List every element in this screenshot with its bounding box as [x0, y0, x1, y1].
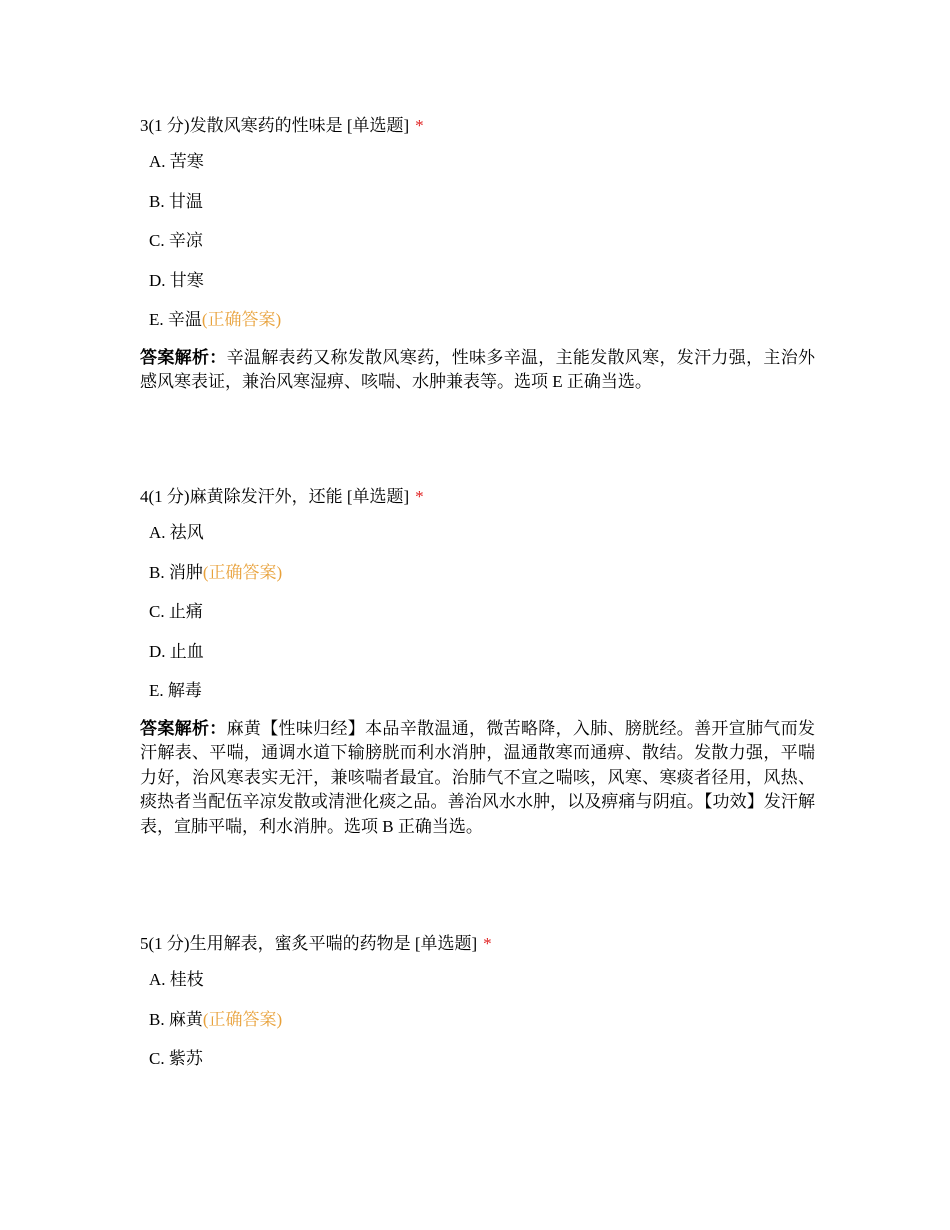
option-text: A. 苦寒: [149, 152, 204, 171]
option-d: [140, 270, 820, 292]
required-star: *: [483, 934, 492, 953]
question-title: [140, 486, 820, 508]
question-title-text: 3(1 分)发散风寒药的性味是 [单选题]: [140, 116, 410, 135]
question-title: [140, 933, 820, 955]
question-4: [140, 486, 820, 839]
option-a: [140, 151, 820, 173]
option-text: C. 紫苏: [149, 1049, 203, 1068]
option-c: [140, 230, 820, 252]
option-c: [140, 1048, 820, 1070]
option-text: B. 麻黄: [149, 1009, 203, 1029]
answer-analysis: [140, 346, 815, 395]
option-d: [140, 641, 820, 663]
question-title: [140, 115, 820, 137]
option-e: [140, 680, 820, 702]
option-text: B. 消肿: [149, 562, 203, 582]
option-text: C. 辛凉: [149, 231, 203, 250]
option-text: C. 止痛: [149, 602, 203, 621]
analysis-text: 辛温解表药又称发散风寒药，性味多辛温，主能发散风寒，发汗力强，主治外感风寒表证，兼治风寒湿痹、咳喘、水肿兼表等。选项 E 正确当选。: [140, 347, 816, 391]
answer-analysis: [140, 717, 815, 840]
analysis-text: 麻黄【性味归经】本品辛散温通，微苦略降，入肺、膀胱经。善开宣肺气而发汗解表、平喘，通调水道下输膀胱而利水消肿，温通散寒而通痹、散结。发散力强，平喘力好，治风寒表实无汗，兼咳喘者最宜。治肺气不宣之喘咳，风寒、寒痰者径用，风热、痰热者当配伍辛凉发散或清泄化痰之品。善治风水水肿，以及痹痛与阴疽。【功效】发汗解表，宣肺平喘，利水消肿。选项 B 正确当选。: [140, 718, 816, 836]
option-text: A. 祛风: [149, 523, 204, 542]
correct-answer-label: (正确答案): [201, 310, 282, 329]
option-text: E. 辛温: [149, 310, 202, 329]
option-a: [140, 522, 820, 544]
option-text: E. 解毒: [149, 681, 202, 700]
option-a: [140, 969, 820, 991]
question-3: [140, 115, 820, 395]
option-b: [140, 191, 820, 213]
required-star: *: [415, 487, 424, 506]
option-text: D. 止血: [149, 641, 204, 661]
correct-answer-label: (正确答案): [202, 1009, 283, 1029]
question-5: [140, 933, 820, 1088]
correct-answer-label: (正确答案): [202, 562, 283, 582]
option-e: [140, 309, 820, 331]
question-title-text: 4(1 分)麻黄除发汗外，还能 [单选题]: [140, 487, 410, 506]
required-star: *: [415, 116, 424, 135]
option-text: A. 桂枝: [149, 970, 204, 989]
option-b: [140, 562, 820, 584]
analysis-label: 答案解析：: [140, 347, 227, 367]
question-title-text: 5(1 分)生用解表，蜜炙平喘的药物是 [单选题]: [140, 934, 478, 953]
option-text: B. 甘温: [149, 191, 203, 211]
option-b: [140, 1009, 820, 1031]
option-text: D. 甘寒: [149, 270, 204, 290]
analysis-label: 答案解析：: [140, 718, 227, 738]
option-c: [140, 601, 820, 623]
